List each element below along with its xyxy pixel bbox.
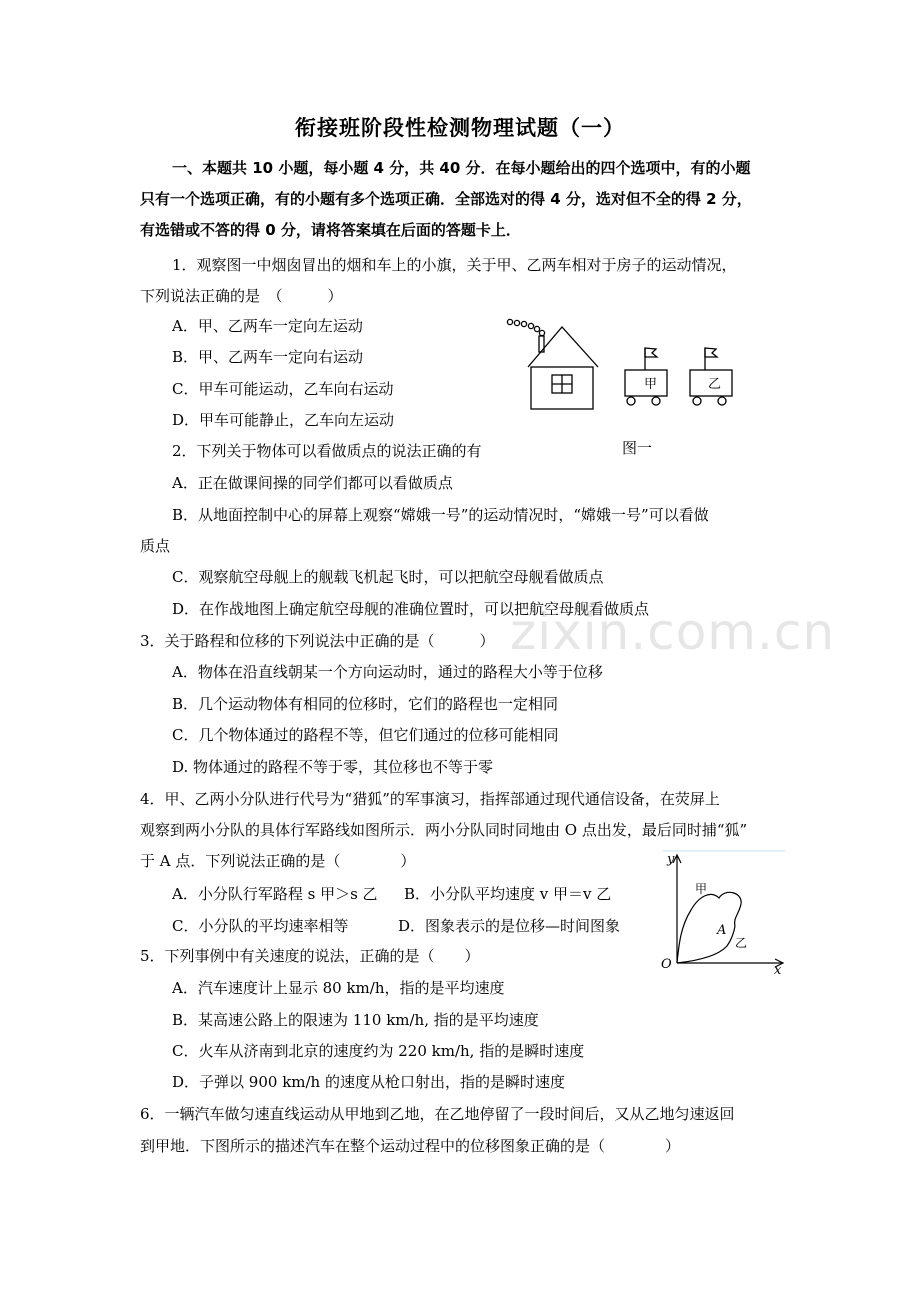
q4-stem-line-1: 4．甲、乙两小分队进行代号为“猎狐”的军事演习，指挥部通过现代通信设备，在荧屏上 xyxy=(140,790,720,808)
q5-option-b: B．某高速公路上的限速为 110 km/h, 指的是平均速度 xyxy=(172,1011,539,1029)
q5-stem: 5．下列事例中有关速度的说法，正确的是（ ） xyxy=(140,947,480,965)
q3-stem: 3．关于路程和位移的下列说法中正确的是（ ） xyxy=(140,632,495,650)
q5-option-a: A．汽车速度计上显示 80 km/h，指的是平均速度 xyxy=(172,979,505,997)
q4-option-c: C．小分队的平均速率相等 xyxy=(172,917,349,935)
q2-option-d: D．在作战地图上确定航空母舰的准确位置时，可以把航空母舰看做质点 xyxy=(172,600,650,618)
q6-stem-line-1: 6．一辆汽车做匀速直线运动从甲地到乙地，在乙地停留了一段时间后，又从乙地匀速返回 xyxy=(140,1105,735,1123)
q5-option-c: C．火车从济南到北京的速度约为 220 km/h, 指的是瞬时速度 xyxy=(172,1042,585,1060)
graph-path-yi-label: 乙 xyxy=(735,936,748,950)
q4-option-a: A．小分队行军路程 s 甲＞s 乙 xyxy=(172,885,378,903)
q4-route-graph xyxy=(655,848,790,978)
q4-stem-line-3: 于 A 点．下列说法正确的是（ ） xyxy=(140,852,416,870)
q1-option-c: C．甲车可能运动，乙车向右运动 xyxy=(172,380,394,398)
graph-path-jia-label: 甲 xyxy=(695,882,708,896)
q1-stem-line-1: 1．观察图一中烟囱冒出的烟和车上的小旗，关于甲、乙两车相对于房子的运动情况， xyxy=(172,256,737,274)
q1-stem-line-2: 下列说法正确的是 （ ） xyxy=(140,287,343,305)
q3-option-a: A．物体在沿直线朝某一个方向运动时，通过的路程大小等于位移 xyxy=(172,663,603,681)
q6-stem-line-2: 到甲地．下图所示的描述汽车在整个运动过程中的位移图象正确的是（ ） xyxy=(140,1137,681,1155)
watermark: zixin.com.cn xyxy=(510,603,836,661)
section-instructions-line-2: 只有一个选项正确，有的小题有多个选项正确．全部选对的得 4 分，选对但不全的得 2 分， xyxy=(140,190,752,208)
q2-option-c: C．观察航空母舰上的舰载飞机起飞时，可以把航空母舰看做质点 xyxy=(172,568,604,586)
q5-option-d: D．子弹以 900 km/h 的速度从枪口射出，指的是瞬时速度 xyxy=(172,1073,565,1091)
q1-option-a: A．甲、乙两车一定向左运动 xyxy=(172,317,363,335)
q3-option-d: D. 物体通过的路程不等于零，其位移也不等于零 xyxy=(172,758,494,776)
q2-stem: 2．下列关于物体可以看做质点的说法正确的有 xyxy=(172,442,482,460)
figure-one-house-carts xyxy=(500,312,740,462)
graph-x-axis-label: x xyxy=(774,963,782,978)
cart-b-label: 乙 xyxy=(708,377,722,392)
graph-y-axis-label: y xyxy=(667,852,675,867)
q2-option-b-line-1: B．从地面控制中心的屏幕上观察“嫦娥一号”的运动情况时，“嫦娥一号”可以看做 xyxy=(172,506,709,524)
q3-option-c: C．几个物体通过的路程不等，但它们通过的位移可能相同 xyxy=(172,726,559,744)
figure-one-caption: 图一 xyxy=(622,439,653,457)
cart-a-label: 甲 xyxy=(644,377,658,392)
q4-option-b: B．小分队平均速度 v 甲＝v 乙 xyxy=(404,885,612,903)
q2-option-a: A．正在做课间操的同学们都可以看做质点 xyxy=(172,474,453,492)
graph-origin-label: O xyxy=(661,957,672,972)
q1-option-b: B．甲、乙两车一定向右运动 xyxy=(172,348,364,366)
section-instructions-line-3: 有选错或不答的得 0 分，请将答案填在后面的答题卡上． xyxy=(140,221,521,239)
q1-option-d: D．甲车可能静止，乙车向左运动 xyxy=(172,411,395,429)
q2-option-b-line-2: 质点 xyxy=(140,537,171,555)
q4-option-d: D．图象表示的是位移—时间图象 xyxy=(398,917,621,935)
page-title: 衔接班阶段性检测物理试题（一） xyxy=(295,116,625,140)
section-instructions-line-1: 一、本题共 10 小题，每小题 4 分，共 40 分．在每小题给出的四个选项中，有的小题 xyxy=(172,159,751,177)
q4-stem-line-2: 观察到两小分队的具体行军路线如图所示．两小分队同时同地由 O 点出发，最后同时捕“狐” xyxy=(140,821,748,839)
q3-option-b: B．几个运动物体有相同的位移时，它们的路程也一定相同 xyxy=(172,695,559,713)
graph-point-a-label: A xyxy=(717,923,727,938)
